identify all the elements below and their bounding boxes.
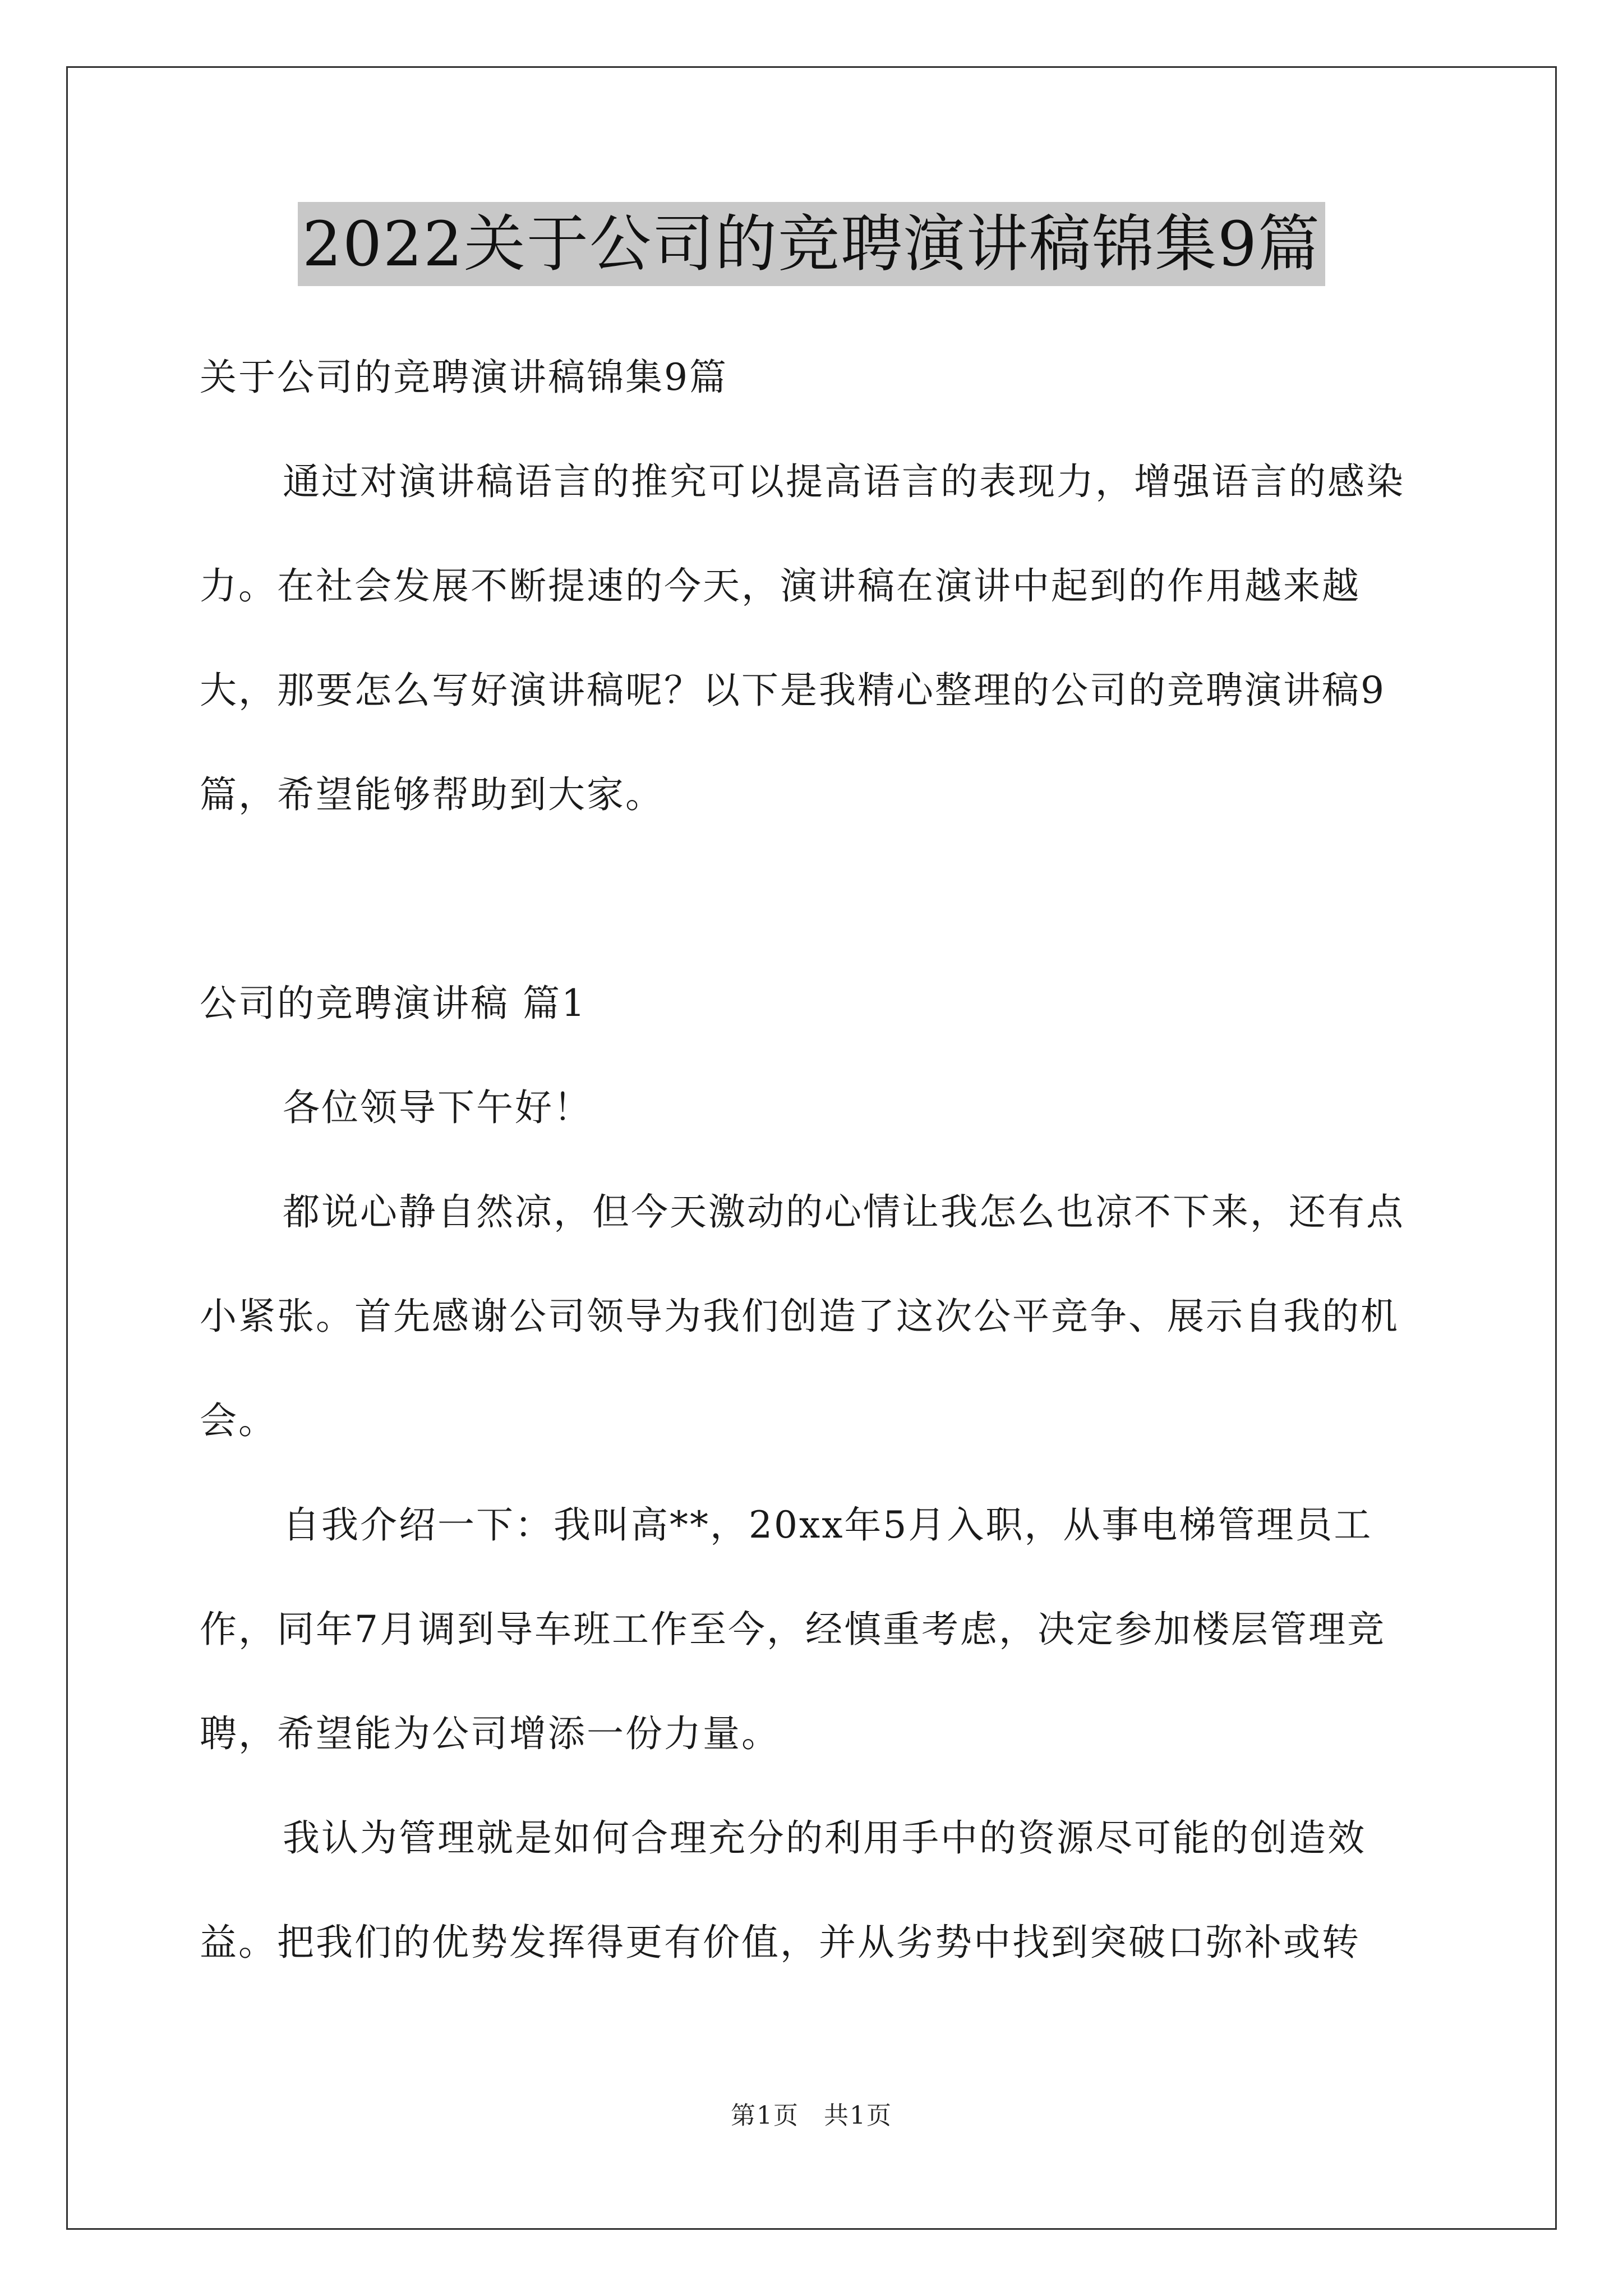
title-container: [0, 202, 1623, 286]
section-heading: 公司的竞聘演讲稿 篇1: [200, 982, 587, 1025]
body-paragraph-opening: 都说心静自然凉，但今天激动的心情让我怎么也凉不下来，还有点小紧张。首先感谢公司领导为我们创造了这次公平竞争、展示自我的机会。: [200, 1190, 1405, 1442]
page-number-total: 共1页: [824, 2101, 892, 2130]
section-spacer: [200, 847, 1433, 951]
intro-paragraph: 通过对演讲稿语言的推究可以提高语言的表现力，增强语言的感染力。在社会发展不断提速的今天，演讲稿在演讲中起到的作用越来越大，那要怎么写好演讲稿呢？以下是我精心整理的公司的竞聘演讲稿9篇，希望能够帮助到大家。: [200, 460, 1405, 816]
body-paragraph-management: 我认为管理就是如何合理充分的利用手中的资源尽可能的创造效益。把我们的优势发挥得更有价值，并从劣势中找到突破口弥补或转: [200, 1816, 1366, 1964]
document-body: [200, 325, 1433, 1995]
page-footer: [0, 2095, 1623, 2131]
body-paragraph-greeting: 各位领导下午好！: [283, 1086, 592, 1129]
body-paragraph-self-intro: 自我介绍一下：我叫高**，20xx年5月入职，从事电梯管理员工作，同年7月调到导车班工作至今，经慎重考虑，决定参加楼层管理竞聘，希望能为公司增添一份力量。: [200, 1503, 1386, 1755]
page-number-current: 第1页: [731, 2101, 799, 2130]
document-title: 2022关于公司的竞聘演讲稿锦集9篇: [298, 202, 1325, 286]
document-subtitle: 关于公司的竞聘演讲稿锦集9篇: [200, 356, 728, 399]
